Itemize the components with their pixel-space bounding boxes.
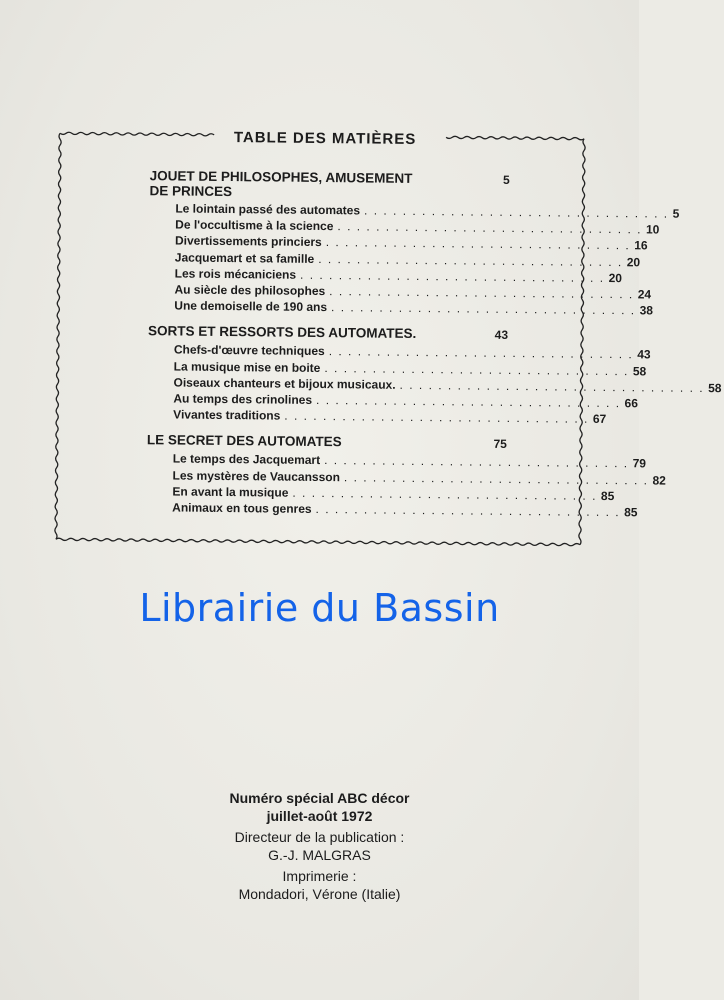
toc-entry-page-number: 58 (632, 363, 647, 379)
colophon (0, 790, 639, 903)
toc-section (147, 323, 722, 427)
printer-name: Mondadori, Vérone (Italie) (238, 885, 401, 902)
toc-entry-page-number: 10 (645, 222, 660, 237)
dot-leader: . . . . . . . . . . . . . . . . . . . . . . . . . . . . . . . . (325, 235, 631, 253)
dot-leader: . . . . . . . . . . . . . . . . . . . . . . . . . . . . . . . . (284, 408, 589, 427)
toc-entry-label: En avant la musique (172, 484, 289, 500)
dot-leader: . . . . . . . . . . . . . . . . . . . . . . . . . . . . . . . . (329, 284, 634, 302)
toc-entry-label: Les rois mécaniciens (174, 266, 297, 282)
toc-entry-label: Vivantes traditions (173, 407, 281, 423)
toc-entry-page-number: 20 (626, 254, 641, 269)
watermark-text: Librairie du Bassin (139, 586, 500, 630)
toc-entry-page-number: 5 (672, 206, 680, 221)
toc-entry-page-number: 82 (652, 473, 666, 488)
toc-entry-page-number: 85 (624, 505, 638, 520)
toc-entry (147, 406, 607, 427)
dot-leader: . . . . . . . . . . . . . . . . . . . . . . . . . . . . . . . . (331, 300, 636, 318)
dot-leader: . . . . . . . . . . . . . . . . . . . . . . . . . . . . . . . . (328, 344, 634, 362)
toc-entry-page-number: 67 (592, 412, 607, 427)
director-label: Directeur de la publication : (234, 829, 405, 845)
toc-entry-label: Au temps des crinolines (173, 391, 313, 407)
toc-body (146, 168, 722, 529)
toc-entry-page-number: 38 (639, 303, 654, 318)
toc-entry-label: Au siècle des philosophes (174, 282, 326, 299)
section-heading-line: LE SECRET DES AUTOMATES (146, 432, 342, 450)
dot-leader: . . . . . . . . . . . . . . . . . . . . . . . . . . . . . . . . (315, 392, 621, 411)
toc-entry-label: Jacquemart et sa famille (174, 250, 315, 266)
dot-leader: . . . . . . . . . . . . . . . . . . . . . . . . . . . . . . . . (300, 267, 605, 285)
toc-entry-page-number: 24 (637, 287, 652, 302)
toc-entry-label: Chefs-d'œuvre techniques (173, 342, 325, 359)
toc-entry-page-number: 58 (708, 380, 722, 396)
toc-title: TABLE DES MATIÈRES (233, 129, 417, 148)
dot-leader: . . . . . . . . . . . . . . . . . . . . . . . . . . . . . . . . (292, 485, 598, 503)
section-heading (149, 168, 509, 202)
toc-entry-label: Le temps des Jacquemart (172, 451, 321, 468)
section-heading-line: DE PRINCES (149, 183, 233, 200)
dot-leader: . . . . . . . . . . . . . . . . . . . . . . . . . . . . . . . . (364, 203, 669, 221)
toc-entry-page-number: 16 (634, 238, 648, 253)
toc-entry-page-number: 85 (600, 488, 615, 503)
toc-section (148, 168, 680, 318)
section-heading-line: SORTS ET RESSORTS DES AUTOMATES. (147, 323, 417, 342)
dot-leader: . . . . . . . . . . . . . . . . . . . . . . . . . . . . . . . . (318, 251, 623, 269)
dot-leader: . . . . . . . . . . . . . . . . . . . . . . . . . . . . . . . . (337, 219, 643, 237)
printer-label: Imprimerie : (282, 868, 357, 884)
section-heading (148, 324, 508, 344)
toc-entry-label: La musique mise en boite (173, 359, 321, 375)
dot-leader: . . . . . . . . . . . . . . . . . . . . . . . . . . . . . . . . (324, 360, 630, 378)
dot-leader: . . . . . . . . . . . . . . . . . . . . . . . . . . . . . . . . (399, 377, 705, 395)
toc-entry-label: De l'occultisme à la science (175, 217, 334, 234)
toc-entry-label: Animaux en tous genres (172, 500, 312, 516)
toc-entry-label: Une demoiselle de 190 ans (174, 298, 328, 315)
section-heading-line: JOUET DE PHILOSOPHES, AMUSEMENT (149, 168, 413, 186)
toc-entry-page-number: 20 (608, 270, 623, 285)
section-page-number: 5 (502, 172, 510, 187)
toc-entry-label: Divertissements princiers (174, 233, 322, 250)
section-heading (147, 433, 507, 453)
dot-leader: . . . . . . . . . . . . . . . . . . . . . . . . . . . . . . . . (343, 469, 649, 488)
table-of-contents (50, 127, 722, 551)
dot-leader: . . . . . . . . . . . . . . . . . . . . . . . . . . . . . . . . (315, 502, 621, 520)
section-page-number: 43 (494, 328, 509, 343)
toc-section (146, 432, 666, 520)
toc-entry-page-number: 66 (624, 396, 639, 411)
toc-entry-page-number: 79 (632, 456, 647, 471)
toc-entry (146, 499, 638, 520)
toc-entry-label: Le lointain passé des automates (175, 201, 361, 218)
issue-line: Numéro spécial ABC décor (229, 790, 410, 806)
toc-entry-label: Oiseaux chanteurs et bijoux musicaux. (173, 375, 396, 392)
section-page-number: 75 (493, 437, 507, 452)
toc-entry (148, 297, 654, 318)
director-name: G.-J. MALGRAS (268, 846, 371, 863)
dot-leader: . . . . . . . . . . . . . . . . . . . . . . . . . . . . . . . . (324, 453, 629, 471)
date-line: juillet-août 1972 (266, 807, 373, 824)
toc-entry-label: Les mystères de Vaucansson (172, 468, 341, 484)
toc-entry-page-number: 43 (637, 347, 651, 362)
